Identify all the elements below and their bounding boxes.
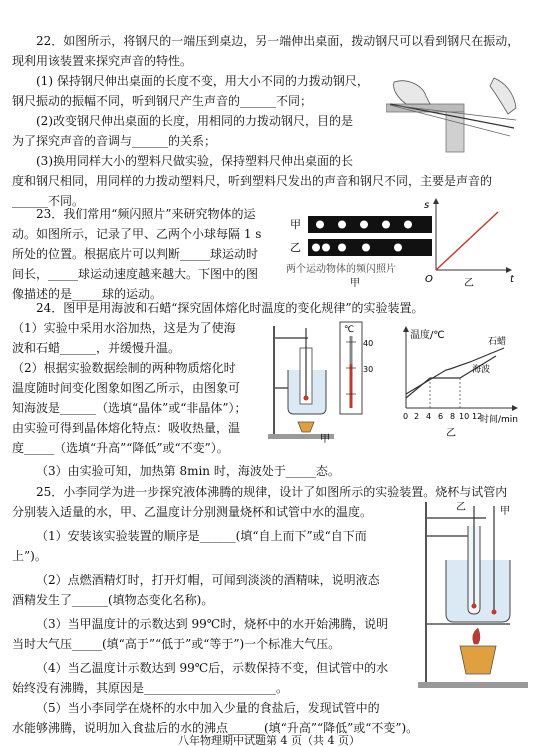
page-footer: 八年物理期中试题第 4 页（共 4 页）	[178, 734, 360, 747]
q25-line: 酒精发生了______(填物态变化名称)。	[12, 593, 214, 607]
q24-line: （2）根据实验数据绘制的两种物质熔化时	[12, 361, 236, 375]
q25-line: 始终没有沸腾，其原因是______________________。	[12, 681, 289, 695]
x-tick: 2	[414, 412, 420, 421]
q25-line: （4）当乙温度计示数达到 99℃后，示数保持不变，但试管中的水	[36, 661, 389, 675]
q23-line: 23．我们常用“频闪照片”来研究物体的运	[36, 207, 256, 221]
apparatus-caption: 甲	[320, 434, 330, 444]
series-wax-label: 石蜡	[488, 337, 507, 347]
graph-caption: 乙	[464, 278, 474, 289]
q25-line: 25．小李同学为进一步探究液体沸腾的规律，设计了如图所示的实验装置。烧杯与试管内	[36, 485, 508, 499]
x-tick: 10	[459, 412, 470, 421]
q24-line: 24．图甲是用海波和石蜡“探究固体熔化时温度的变化规律”的实验装置。	[36, 301, 424, 315]
q25-line: （3）当甲温度计的示数达到 99℃时，烧杯中的水开始沸腾，说明	[36, 617, 389, 631]
q25-line: （5）当小李同学在烧杯的水中加入少量的食盐后，发现试管中的	[36, 701, 380, 715]
q22-line: 度和钢尺相同，用同样的力拨动塑料尺，听到塑料尺发出的声音和钢尺不同，主要是声音的	[12, 174, 493, 188]
graph-t-label: t	[510, 274, 514, 285]
q25-line: （1）安装该实验装置的顺序是______(填“自上而下”或“自下而	[36, 529, 367, 543]
s-t-graph	[420, 196, 520, 292]
thermo-30-label: 30	[363, 365, 374, 374]
q25-line: 分别装入适量的水，甲、乙温度计分别测量烧杯和试管中水的温度。	[12, 505, 373, 519]
q24-line: 温度随时间变化图象如图乙所示，由图象可	[12, 381, 241, 395]
q22-line: 现利用该装置来探究声音的特性。	[12, 54, 193, 68]
q22-line: 钢尺振动的振幅不同，听到钢尺产生声音的______不同；	[12, 94, 313, 108]
x-tick: 4	[426, 412, 432, 421]
q24-line: （1）实验中采用水浴加热，这是为了使海	[12, 321, 236, 335]
graph-caption: 乙	[446, 428, 456, 439]
thermo-40-label: 40	[363, 339, 374, 348]
strobe-label-jia: 甲	[290, 218, 301, 231]
strobe-label-yi: 乙	[290, 241, 301, 254]
q23-line: 间长，_____球运动速度越来越大。下图中的图	[12, 267, 259, 281]
graph-s-label: s	[424, 200, 430, 211]
thermo-unit: ℃	[344, 325, 355, 335]
x-tick: 12	[472, 412, 483, 421]
q22-line: 22．如图所示，将钢尺的一端压到桌边，另一端伸出桌面，拨动钢尺可以看到钢尺在振动，	[36, 34, 520, 48]
q24-line: 波和石蜡______，并缓慢升温。	[12, 341, 181, 355]
boiling-apparatus-figure	[410, 496, 534, 692]
q25-line: （2）点燃酒精灯时，打开灯帽，可闻到淡淡的酒精味，说明液态	[36, 573, 380, 587]
ruler-table-figure	[386, 74, 526, 154]
temperature-time-graph	[396, 322, 536, 440]
q23-line: 动。如图所示，记录了甲、乙两个小球每隔 1 s	[12, 227, 262, 241]
q24-line: 由实验可得到晶体熔化特点：吸收热量，温	[12, 421, 241, 435]
strobe-caption: 两个运动物体的频闪照片	[286, 264, 396, 275]
q25-line: 当时大气压_____(填“高于”“低于”或“等于”)一个标准大气压。	[12, 637, 341, 651]
x-tick: 8	[450, 412, 456, 421]
strobe-caption-sub: 甲	[350, 278, 360, 289]
x-tick: 6	[438, 412, 444, 421]
q23-line: 所处的位置。根据底片可以判断_____球运动时	[12, 247, 259, 261]
graph-y-label: 温度/℃	[410, 330, 445, 341]
graph-origin-label: O	[425, 274, 433, 285]
melting-apparatus-figure	[262, 318, 386, 444]
q22-line: (1) 保持钢尺伸出桌面的长度不变，用大小不同的力拨动钢尺，	[36, 74, 369, 88]
q22-line: ______不同。	[12, 194, 85, 208]
graph-x-label: 时间/min	[480, 415, 519, 425]
q24-line: 知海波是______（选填“晶体”或“非晶体”）；	[12, 401, 247, 415]
q24-line: 度_____（选填“升高”“降低”或“不变”）。	[12, 441, 229, 455]
q22-line: 为了探究声音的音调与______的关系；	[12, 134, 217, 148]
q22-line: (3)换用同样大小的塑料尺做实验，保持塑料尺伸出桌面的长	[36, 154, 354, 168]
q25-line: 水能够沸腾，说明加入食盐后的水的沸点______(填“升高”“降低”或“不变”)。	[12, 721, 419, 735]
x-tick: 0	[403, 412, 409, 421]
thermo-yi-label: 乙	[456, 502, 466, 513]
thermo-jia-label: 甲	[500, 506, 510, 517]
series-hypo-label: 海波	[472, 365, 491, 375]
q25-line: 上”)。	[12, 549, 47, 563]
q23-line: 像描述的是_____球的运动。	[12, 287, 163, 301]
x-axis-ticks	[403, 412, 482, 421]
q24-line: （3）由实验可知，加热第 8min 时，海波处于_____态。	[36, 464, 340, 478]
q22-line: (2)改变钢尺伸出桌面的长度，用相同的力拨动钢尺，目的是	[36, 114, 354, 128]
